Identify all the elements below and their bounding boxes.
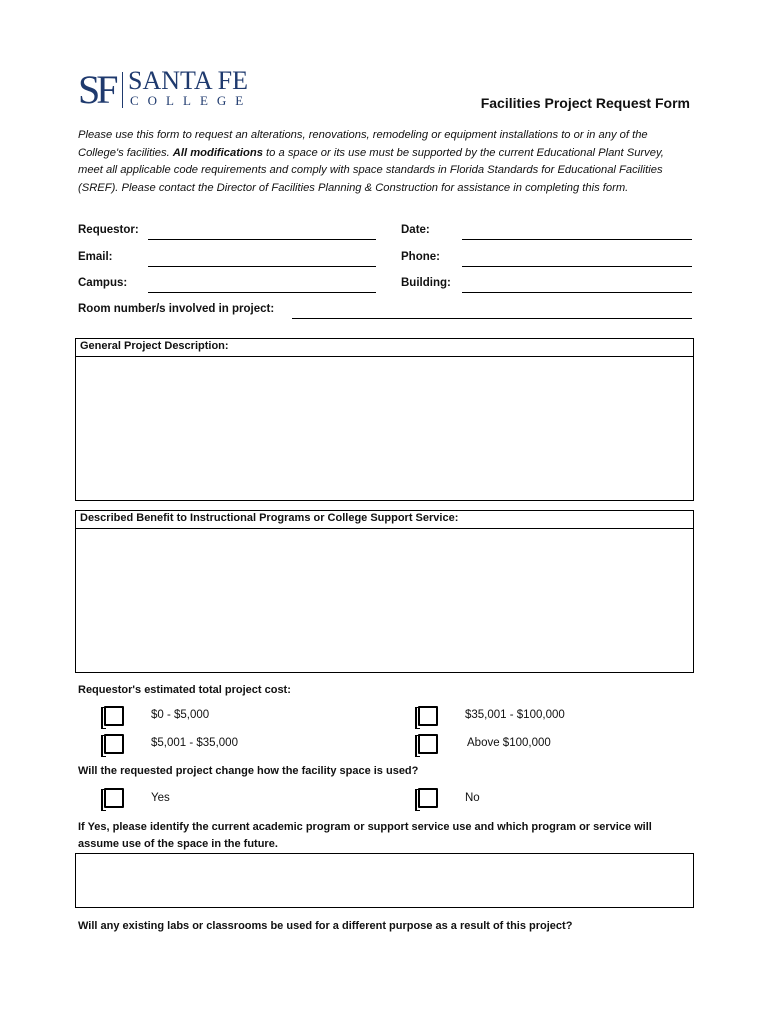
rooms-label: Room number/s involved in project:	[78, 303, 275, 315]
cost-option-label: Above $100,000	[467, 737, 551, 749]
description-heading: General Project Description:	[76, 339, 693, 357]
campus-label: Campus:	[78, 277, 128, 289]
email-label: Email:	[78, 251, 113, 263]
space-change-question: Will the requested project change how the facility space is used?	[78, 765, 419, 777]
cost-option-label: $5,001 - $35,000	[151, 737, 238, 749]
date-field[interactable]	[462, 239, 692, 240]
phone-field[interactable]	[462, 266, 692, 267]
building-field[interactable]	[462, 292, 692, 293]
logo-divider	[122, 72, 123, 108]
requestor-label: Requestor:	[78, 224, 139, 236]
building-label: Building:	[401, 277, 451, 289]
benefit-heading: Described Benefit to Instructional Programs or College Support Service:	[76, 511, 693, 529]
intro-text-1: Please use this form to request an alterations, renovations, remodeling or equipment installations to or in any of the College's facilities.	[78, 129, 648, 159]
logo-name-top: SANTA FE	[128, 66, 248, 95]
cost-question: Requestor's estimated total project cost:	[78, 684, 291, 696]
intro-emphasis: All modifications	[172, 146, 263, 159]
space-change-yes-label: Yes	[151, 792, 170, 804]
cost-checkbox-above-100000[interactable]	[418, 734, 438, 754]
benefit-section	[75, 510, 694, 673]
description-section	[75, 338, 694, 501]
if-yes-instruction-line1: If Yes, please identify the current academic program or support service use and which program or service will	[78, 821, 652, 833]
campus-field[interactable]	[148, 292, 376, 293]
if-yes-instruction-line2: assume use of the space in the future.	[78, 838, 278, 850]
logo-monogram: SF	[78, 67, 115, 112]
description-textarea[interactable]	[76, 357, 693, 500]
space-change-no-label: No	[465, 792, 480, 804]
cost-option-label: $35,001 - $100,000	[465, 709, 565, 721]
form-title: Facilities Project Request Form	[480, 95, 690, 111]
cost-checkbox-5001-35000[interactable]	[104, 734, 124, 754]
labs-question: Will any existing labs or classrooms be used for a different purpose as a result of this project?	[78, 920, 573, 932]
cost-option-label: $0 - $5,000	[151, 709, 210, 721]
phone-label: Phone:	[401, 251, 440, 263]
date-label: Date:	[401, 224, 430, 236]
logo-name-bottom: COLLEGE	[130, 93, 253, 108]
space-change-no-checkbox[interactable]	[418, 788, 438, 808]
intro-paragraph	[78, 127, 690, 197]
rooms-field[interactable]	[292, 318, 692, 319]
space-change-yes-checkbox[interactable]	[104, 788, 124, 808]
requestor-field[interactable]	[148, 239, 376, 240]
cost-checkbox-35001-100000[interactable]	[418, 706, 438, 726]
college-logo	[78, 68, 258, 112]
cost-checkbox-0-5000[interactable]	[104, 706, 124, 726]
intro-text-2: to a space or its use must be supported by the current Educational Plant Survey, meet all applicable code requirements and comply with space standards in Florida Standards for Educational Facilities (SREF). Please contact the Director of Facilities Planning & Construction for assistance in completing this form.	[78, 146, 664, 194]
if-yes-textarea[interactable]	[75, 853, 694, 908]
email-field[interactable]	[148, 266, 376, 267]
benefit-textarea[interactable]	[76, 529, 693, 672]
